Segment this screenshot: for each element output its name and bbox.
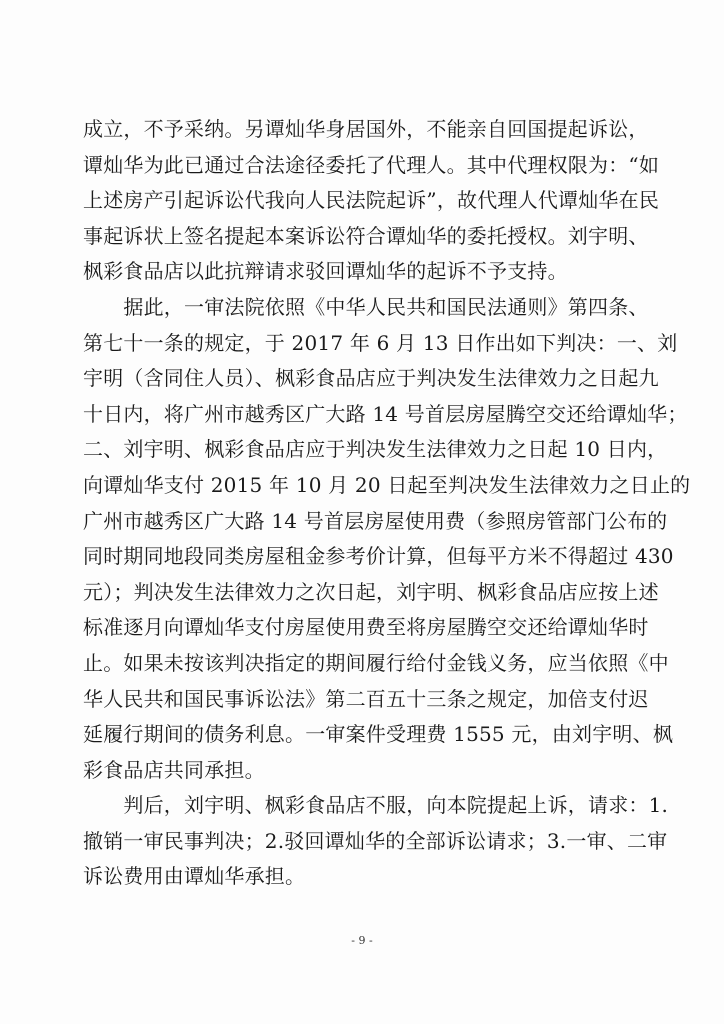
text-line: 谭灿华为此已通过合法途径委托了代理人。其中代理权限为：“如 — [83, 152, 660, 177]
text-line: 判后，刘宇明、枫彩食品店不服，向本院提起上诉，请求：1. — [83, 793, 669, 818]
text-line: 止。如果未按该判决指定的期间履行给付金钱义务，应当依照《中 — [83, 650, 669, 675]
paragraph-first-instance-judgment — [83, 290, 691, 788]
text-line: 枫彩食品店以此抗辩请求驳回谭灿华的起诉不予支持。 — [83, 259, 568, 284]
text-line: 标准逐月向谭灿华支付房屋使用费至将房屋腾空交还给谭灿华时 — [83, 615, 649, 640]
text-line: 彩食品店共同承担。 — [83, 757, 265, 782]
page-number: - 9 - — [351, 934, 373, 947]
paragraph-appeal — [83, 788, 669, 895]
text-line: 十日内，将广州市越秀区广大路 14 号首层房屋腾空交还给谭灿华； — [83, 401, 688, 426]
text-line: 广州市越秀区广大路 14 号首层房屋使用费（参照房管部门公布的 — [83, 508, 668, 533]
text-line: 成立，不予采纳。另谭灿华身居国外，不能亲自回国提起诉讼， — [83, 117, 649, 141]
text-line: 据此，一审法院依照《中华人民共和国民法通则》第四条、 — [83, 294, 649, 319]
text-line: 华人民共和国民事诉讼法》第二百五十三条之规定，加倍支付迟 — [83, 686, 649, 711]
text-line: 上述房产引起诉讼代我向人民法院起诉”，故代理人代谭灿华在民 — [83, 188, 660, 213]
text-line: 二、刘宇明、枫彩食品店应于判决发生法律效力之日起 10 日内， — [83, 437, 668, 462]
text-line: 撤销一审民事判决；2.驳回谭灿华的全部诉讼请求；3.一审、二审 — [83, 828, 668, 853]
paragraph-jurisdiction — [83, 112, 660, 290]
text-line: 第七十一条的规定，于 2017 年 6 月 13 日作出如下判决：一、刘 — [83, 330, 678, 355]
document-body — [83, 112, 691, 895]
text-line: 宇明（含同住人员）、枫彩食品店应于判决发生法律效力之日起九 — [83, 366, 659, 391]
text-line: 事起诉状上签名提起本案诉讼符合谭灿华的委托授权。刘宇明、 — [83, 223, 649, 248]
text-line: 同时期同地段同类房屋租金参考价计算，但每平方米不得超过 430 — [83, 544, 674, 569]
text-line: 元）；判决发生法律效力之次日起，刘宇明、枫彩食品店应按上述 — [83, 579, 659, 604]
text-line: 诉讼费用由谭灿华承担。 — [83, 864, 306, 889]
text-line: 延履行期间的债务利息。一审案件受理费 1555 元，由刘宇明、枫 — [83, 722, 674, 747]
text-line: 向谭灿华支付 2015 年 10 月 20 日起至判决发生法律效力之日止的 — [83, 472, 691, 497]
